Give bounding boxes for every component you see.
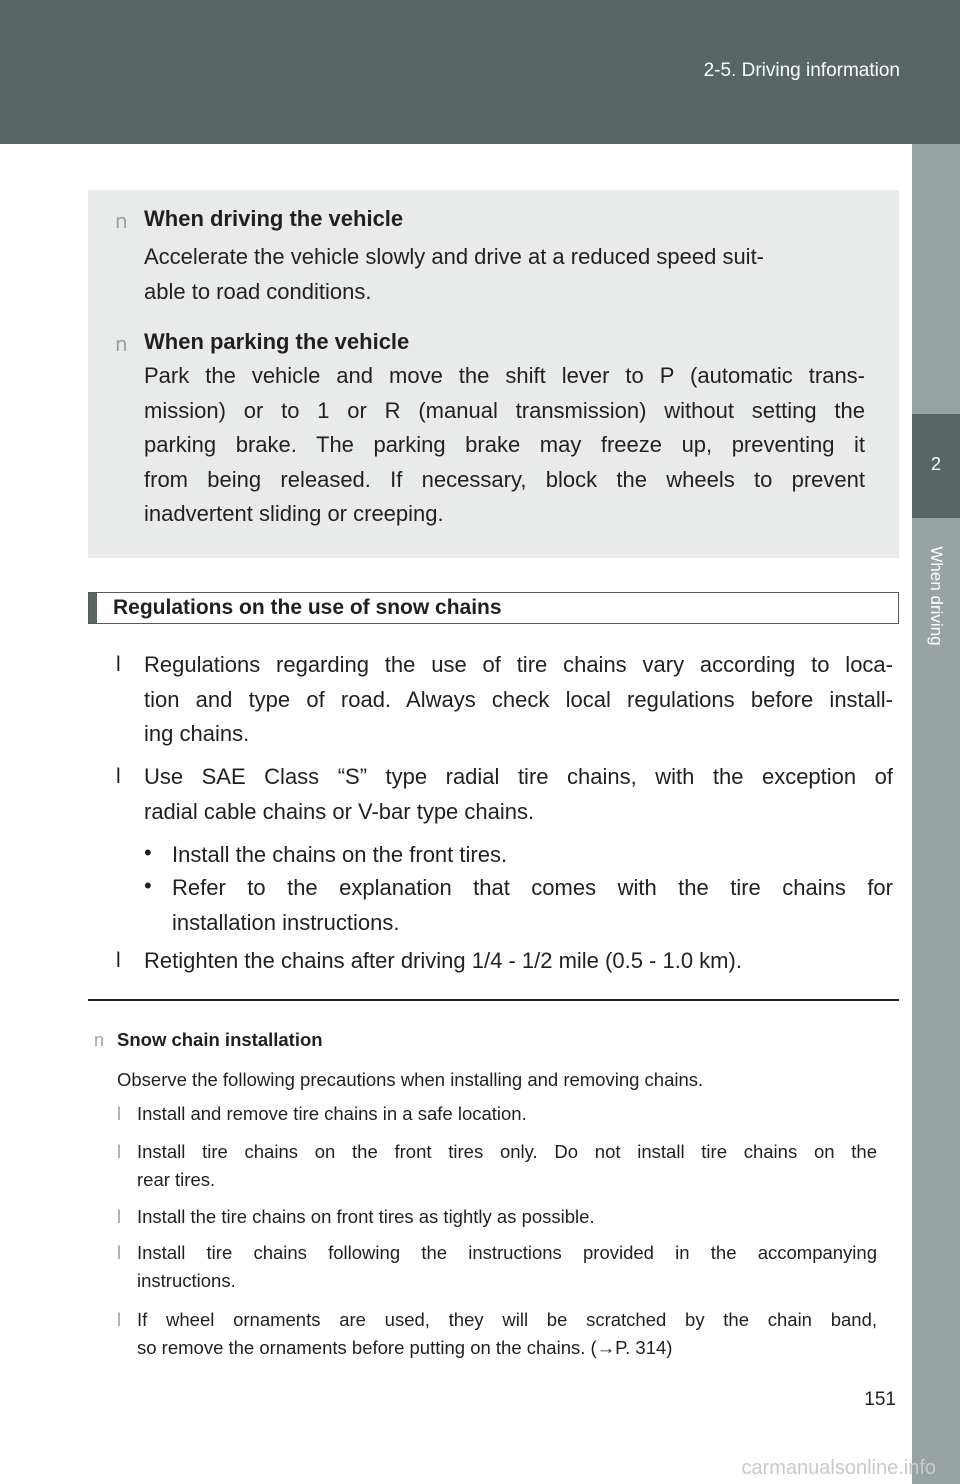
note-item	[137, 1138, 877, 1194]
bullet-icon: l	[116, 949, 121, 972]
text-line: Regulations regarding the use of tire chains vary according to loca-	[144, 652, 893, 677]
note-item	[137, 1203, 877, 1231]
text-line: Install and remove tire chains in a safe location.	[137, 1103, 527, 1124]
note-item	[137, 1306, 877, 1362]
text-line: tion and type of road. Always check local regulations before install-	[144, 686, 893, 712]
text-line: instructions.	[137, 1270, 236, 1291]
note-item	[137, 1239, 877, 1295]
text-line: Accelerate the vehicle slowly and drive at a reduced speed suit-	[144, 244, 765, 269]
watermark: carmanualsonline.info	[741, 1457, 936, 1479]
text-line: ing chains.	[144, 721, 250, 747]
text-line: If wheel ornaments are used, they will be scratched by the chain band,	[137, 1309, 877, 1330]
text-line: Install the tire chains on front tires as tightly as possible.	[137, 1206, 595, 1227]
side-tab-top	[912, 144, 960, 414]
infobox-paragraph	[144, 240, 865, 309]
dot-bullet: •	[144, 873, 152, 898]
text-line: Install tire chains on the front tires only. Do not install tire chains on the	[137, 1141, 877, 1162]
text-line: mission) or to 1 or R (manual transmission) without setting the	[144, 397, 865, 423]
sub-item	[172, 838, 893, 873]
text-line: able to road conditions.	[144, 278, 372, 304]
section-paragraph	[144, 944, 893, 979]
section-paragraph	[144, 648, 893, 752]
sub-item	[172, 871, 893, 940]
text-line: so remove the ornaments before putting on the chains. (→P. 314)	[137, 1337, 673, 1358]
side-tab-number	[912, 414, 960, 518]
bullet-icon: l	[117, 1104, 121, 1124]
chapter-label: When driving	[927, 546, 946, 646]
text-line: Install tire chains following the instructions provided in the accompanying	[137, 1242, 877, 1263]
note-item	[137, 1100, 877, 1128]
section-paragraph	[144, 760, 893, 829]
infobox-heading: When parking the vehicle	[144, 329, 410, 354]
square-bullet-icon: n	[115, 332, 128, 356]
text-line: from being released. If necessary, block the wheels to prevent	[144, 466, 865, 492]
section-heading-stripe	[89, 593, 97, 623]
page-number: 151	[864, 1389, 896, 1410]
bullet-icon: l	[116, 653, 121, 676]
text-line: rear tires.	[137, 1169, 216, 1190]
notes-heading: Snow chain installation	[117, 1029, 323, 1050]
notes-intro: Observe the following precautions when installing and removing chains.	[117, 1069, 704, 1090]
square-bullet-icon: n	[115, 209, 128, 233]
dot-bullet: •	[144, 840, 152, 865]
divider	[88, 999, 899, 1001]
text-line: parking brake. The parking brake may freeze up, preventing it	[144, 432, 865, 458]
text-line: inadvertent sliding or creeping.	[144, 501, 444, 527]
text-line: Use SAE Class “S” type radial tire chains, with the exception of	[144, 764, 893, 789]
page-header	[0, 0, 960, 144]
square-bullet-icon: n	[94, 1030, 105, 1050]
section-heading-bar	[88, 592, 899, 624]
side-tab-bottom	[912, 518, 960, 1484]
bullet-icon: l	[117, 1207, 121, 1227]
chapter-title: 2-5. Driving information	[703, 60, 900, 81]
text-line: Refer to the explanation that comes with the tire chains for	[172, 875, 893, 900]
text-line: Park the vehicle and move the shift lever to P (automatic trans-	[144, 363, 865, 388]
text-line: radial cable chains or V-bar type chains.	[144, 798, 535, 824]
text-line: Install the chains on the front tires.	[172, 842, 508, 867]
bullet-icon: l	[116, 765, 121, 788]
infobox-heading: When driving the vehicle	[144, 206, 404, 231]
text-line: Retighten the chains after driving 1/4 - 1/2 mile (0.5 - 1.0 km).	[144, 948, 742, 973]
bullet-icon: l	[117, 1243, 121, 1263]
bullet-icon: l	[117, 1310, 121, 1330]
section-title: Regulations on the use of snow chains	[113, 596, 502, 619]
infobox-paragraph	[144, 359, 865, 532]
text-line: installation instructions.	[172, 909, 400, 935]
chapter-number: 2	[930, 454, 941, 474]
bullet-icon: l	[117, 1142, 121, 1162]
